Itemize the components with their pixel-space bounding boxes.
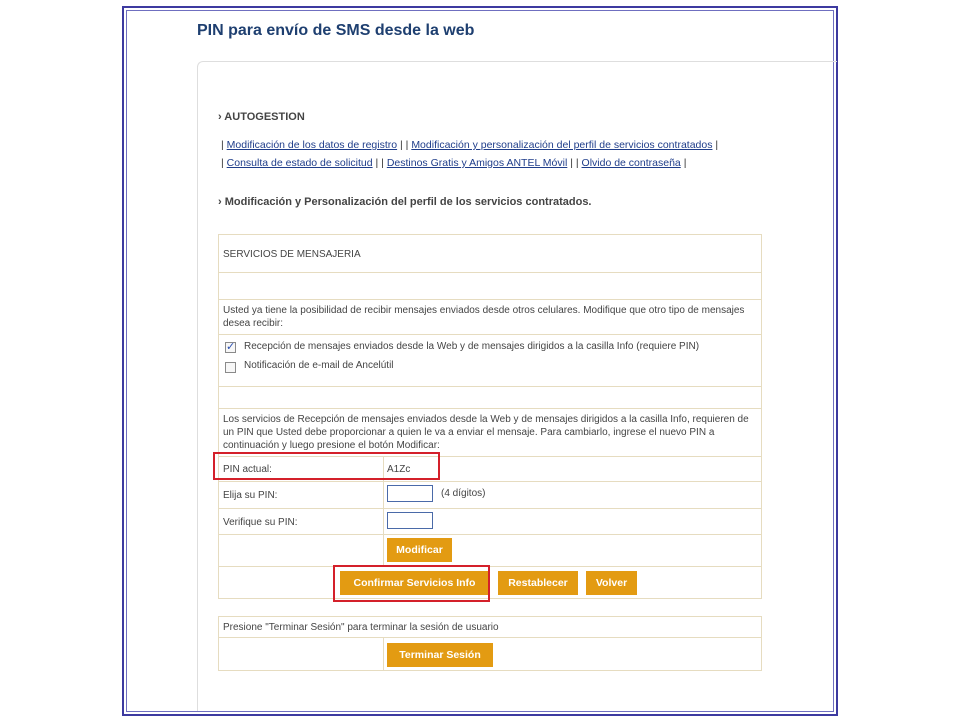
link-consulta-estado-solicitud[interactable]: Consulta de estado de solicitud xyxy=(226,157,373,169)
volver-button[interactable]: Volver xyxy=(586,571,637,595)
services-table xyxy=(218,234,762,599)
services-title: SERVICIOS DE MENSAJERIA xyxy=(223,249,361,260)
table-row xyxy=(219,508,761,534)
pin-actual-label: PIN actual: xyxy=(223,464,272,475)
page-title: PIN para envío de SMS desde la web xyxy=(197,22,475,39)
table-row xyxy=(219,235,761,272)
link-modificacion-datos-registro[interactable]: Modificación de los datos de registro xyxy=(226,139,398,151)
terminar-sesion-button[interactable]: Terminar Sesión xyxy=(387,643,493,667)
table-row xyxy=(219,617,761,637)
nav-separator: | | xyxy=(570,157,579,169)
table-row xyxy=(219,299,761,334)
nav-separator: | xyxy=(221,157,224,169)
pin-actual-value: A1Zc xyxy=(387,464,411,475)
autogestion-heading: › AUTOGESTION xyxy=(218,111,305,123)
link-modificacion-perfil-servicios[interactable]: Modificación y personalización del perfil de servicios contratados xyxy=(411,139,713,151)
table-row xyxy=(219,637,761,670)
confirm-button-highlight xyxy=(333,565,490,602)
table-row xyxy=(219,566,761,600)
nav-row-2 xyxy=(221,157,686,169)
nav-separator: | xyxy=(715,139,719,151)
pin-actual-highlight xyxy=(213,452,440,480)
new-pin-label: Elija su PIN: xyxy=(223,490,278,501)
pin-info-text: Los servicios de Recepción de mensajes enviados desde la Web y de mensajes dirigidos a la casilla Info, requieren de un PIN que Usted debe proporcionar a quien le va a enviar el mensaje. Para cambiarlo, ingrese el nuevo PIN a continuación y luego presione el botón Modificar: xyxy=(223,414,749,451)
table-row xyxy=(219,481,761,508)
verify-pin-label: Verifique su PIN: xyxy=(223,517,298,528)
restablecer-button[interactable]: Restablecer xyxy=(498,571,578,595)
table-row xyxy=(219,408,761,456)
section-heading: › Modificación y Personalización del perfil de los servicios contratados. xyxy=(218,196,592,208)
table-row xyxy=(219,534,761,566)
confirmar-servicios-button[interactable]: Confirmar Servicios Info xyxy=(340,571,489,595)
nav-separator: | | xyxy=(400,139,409,151)
modificar-button[interactable]: Modificar xyxy=(387,538,452,562)
verify-pin-input[interactable] xyxy=(387,512,433,529)
table-row xyxy=(219,386,761,408)
table-row xyxy=(219,334,761,386)
nav-separator: | | xyxy=(375,157,384,169)
link-destinos-gratis[interactable]: Destinos Gratis y Amigos ANTEL Móvil xyxy=(386,157,568,169)
nav-row-1 xyxy=(221,139,718,151)
new-pin-hint: (4 dígitos) xyxy=(441,488,486,499)
link-olvido-contrasena[interactable]: Olvido de contraseña xyxy=(581,157,681,169)
session-table xyxy=(218,616,762,671)
session-text: Presione "Terminar Sesión" para terminar la sesión de usuario xyxy=(223,622,499,633)
table-row xyxy=(219,272,761,299)
option-email-label: Notificación de e-mail de Ancelútil xyxy=(244,360,394,371)
option-web-sms-label: Recepción de mensajes enviados desde la Web y de mensajes dirigidos a la casilla Info (requiere PIN) xyxy=(244,341,700,352)
services-intro: Usted ya tiene la posibilidad de recibir mensajes enviados desde otros celulares. Modifique que otro tipo de mensajes desea recibir: xyxy=(223,305,745,329)
option-email-checkbox[interactable] xyxy=(225,362,236,373)
nav-separator: | xyxy=(683,157,687,169)
new-pin-input[interactable] xyxy=(387,485,433,502)
option-web-sms-checkbox[interactable] xyxy=(225,342,236,353)
nav-separator: | xyxy=(221,139,224,151)
